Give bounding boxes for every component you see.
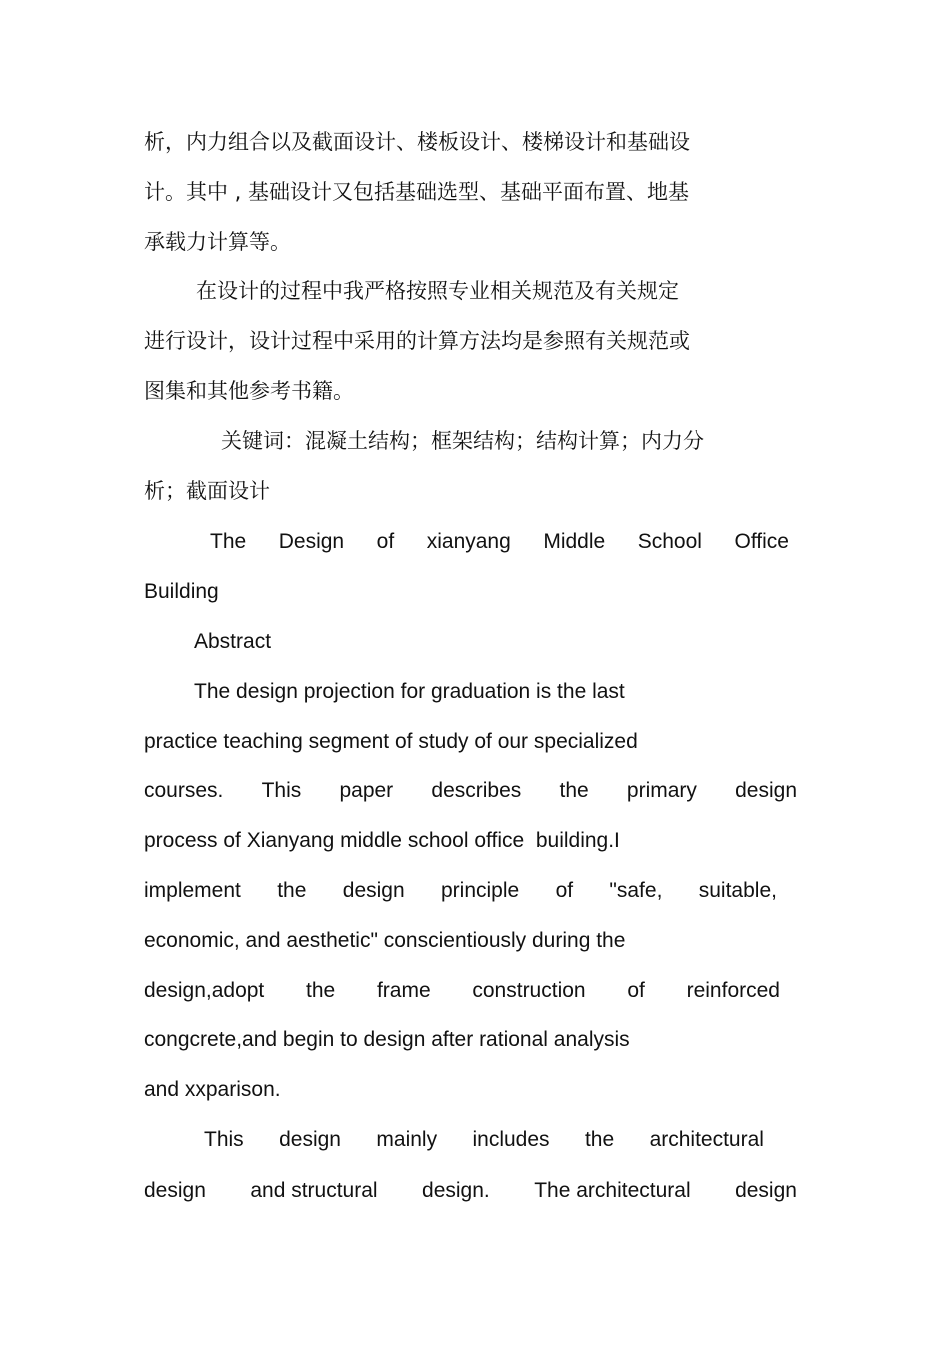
text-line: congcrete,and begin to design after rational analysis [144, 1028, 630, 1051]
word: design. [422, 1179, 490, 1202]
word: describes [431, 779, 522, 802]
word: This [261, 779, 302, 802]
word: implement [144, 879, 241, 902]
text-line [144, 876, 777, 906]
text-line: 在设计的过程中我严格按照专业相关规范及有关规定 [196, 279, 679, 303]
word: design,adopt [144, 979, 265, 1002]
word: design [279, 1128, 341, 1151]
text-line [204, 1125, 764, 1155]
word: of [627, 979, 645, 1002]
word: suitable, [698, 879, 777, 902]
word: reinforced [686, 979, 780, 1002]
title-word: Design [278, 530, 345, 553]
word: design [144, 1179, 206, 1202]
word: architectural [649, 1128, 764, 1151]
text-line: The design projection for graduation is the last [194, 680, 625, 703]
title-word: xianyang [426, 530, 511, 553]
word: the [306, 979, 336, 1002]
text-line: economic, and aesthetic" conscientiously during the [144, 929, 626, 952]
text-line: practice teaching segment of study of our specialized [144, 730, 638, 753]
title-word: The [210, 530, 247, 553]
title-word: Office [734, 530, 789, 553]
word: design [342, 879, 405, 902]
title-word: Middle [543, 530, 606, 553]
english-title [210, 527, 789, 557]
text-line: and xxparison. [144, 1078, 281, 1101]
word: design [735, 779, 797, 802]
word: of [555, 879, 574, 902]
word: "safe, [609, 879, 663, 902]
word: mainly [376, 1128, 438, 1151]
word: design [735, 1179, 797, 1202]
text-line: 承载力计算等。 [144, 230, 291, 254]
text-line: 图集和其他参考书籍。 [144, 379, 354, 403]
word: and structural [250, 1179, 378, 1202]
text-line: 进行设计，设计过程中采用的计算方法均是参照有关规范或 [144, 329, 690, 353]
text-line [144, 776, 797, 806]
text-line [144, 1176, 797, 1206]
word: frame [376, 979, 431, 1002]
word: primary [626, 779, 697, 802]
text-line: process of Xianyang middle school office building.I [144, 829, 620, 852]
word: includes [472, 1128, 550, 1151]
text-line: 计。其中 , 基础设计又包括基础选型、基础平面布置、地基 [144, 180, 690, 204]
abstract-heading: Abstract [194, 630, 272, 653]
keywords-line: 关键词：混凝土结构；框架结构；结构计算；内力分 [221, 429, 704, 453]
word: The architectural [534, 1179, 691, 1202]
word: construction [472, 979, 586, 1002]
word: This [204, 1128, 244, 1151]
word: principle [441, 879, 520, 902]
word: the [277, 879, 307, 902]
keywords-line: 析；截面设计 [144, 479, 270, 503]
text-line [144, 976, 780, 1006]
title-word: of [376, 530, 395, 553]
word: the [559, 779, 589, 802]
word: the [584, 1128, 615, 1151]
english-title-line2: Building [144, 580, 219, 603]
word: paper [339, 779, 394, 802]
text-line: 析，内力组合以及截面设计、楼板设计、楼梯设计和基础设 [144, 130, 690, 154]
word: courses. [144, 779, 224, 802]
title-word: School [637, 530, 702, 553]
